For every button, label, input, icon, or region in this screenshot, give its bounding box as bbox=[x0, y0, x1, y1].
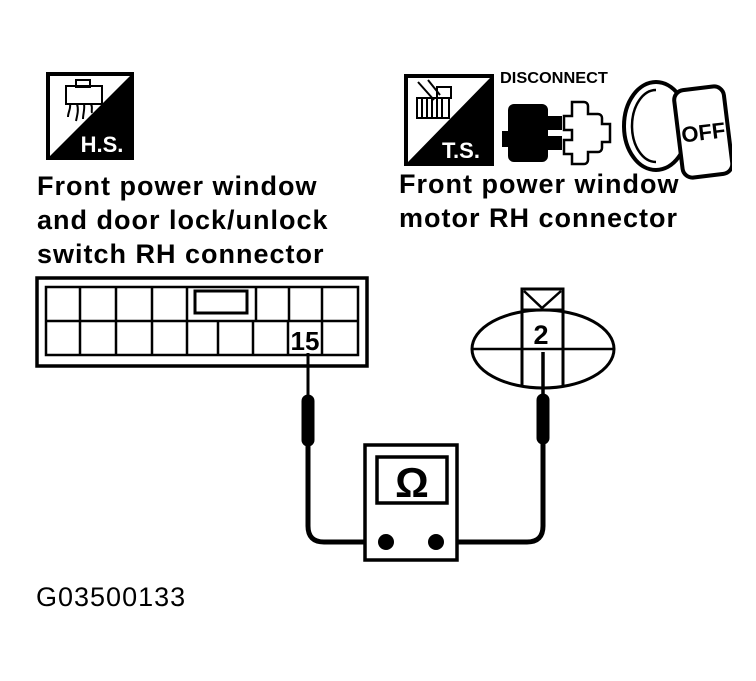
caption-line: and door lock/unlock bbox=[37, 205, 329, 235]
ohm-symbol: Ω bbox=[395, 459, 429, 506]
meter-terminal-right bbox=[428, 534, 444, 550]
caption-line: motor RH connector bbox=[399, 203, 679, 233]
terminal-2-label: 2 bbox=[533, 320, 549, 350]
caption-line: Front power window bbox=[399, 169, 680, 199]
ts-label: T.S. bbox=[442, 138, 480, 163]
ohmmeter bbox=[365, 445, 457, 560]
figure-id: G03500133 bbox=[36, 582, 187, 612]
disconnect-label: DISCONNECT bbox=[500, 70, 608, 87]
hs-label: H.S. bbox=[80, 132, 124, 157]
caption-line: switch RH connector bbox=[37, 239, 325, 269]
caption-line: Front power window bbox=[37, 171, 318, 201]
terminal-15-label: 15 bbox=[290, 326, 320, 356]
meter-terminal-left bbox=[378, 534, 394, 550]
key-off-label: OFF bbox=[679, 117, 727, 148]
switch-connector-pinout bbox=[37, 278, 367, 366]
